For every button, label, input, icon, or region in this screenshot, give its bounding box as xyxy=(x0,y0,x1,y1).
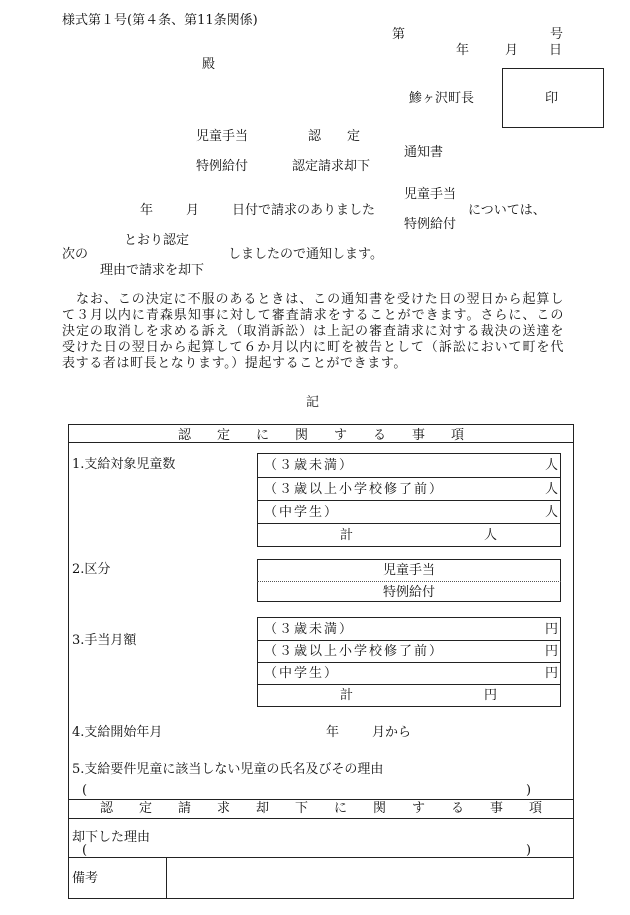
paren-close: ) xyxy=(526,843,532,858)
start-month-label: 月から xyxy=(372,725,412,740)
title-notice: 通知書 xyxy=(404,145,444,160)
body-approved-as: とおり認定 xyxy=(124,233,190,248)
category-special-benefit: 特例給付 xyxy=(382,585,435,600)
unit-person: 人 xyxy=(545,505,559,520)
title-special-benefit: 特例給付 xyxy=(196,159,249,174)
children-total-label: 計 xyxy=(340,528,354,543)
date-month-label: 月 xyxy=(505,43,519,58)
remarks-divider xyxy=(68,857,574,858)
body-date-month: 月 xyxy=(186,203,200,218)
appeal-notice-paragraph: なお、この決定に不服のあるときは、この通知書を受けた日の翌日から起算して３月以内に青森県知事に対して審査請求をすることができます。さらに、この決定の取消しを求める訴え（取消訴訟）は上記の審査請求に対する裁決の送達を受けた日の翌日から起算して６か月以内に町を被告として（訴訟において町を代表する者は町長となります。）提起することができます。 xyxy=(62,292,564,371)
category-divider xyxy=(257,581,561,582)
children-row-divider xyxy=(257,477,561,478)
children-row-divider xyxy=(257,500,561,501)
amount-under3-label: （３歳未満） xyxy=(264,622,355,637)
addressee-honorific: 殿 xyxy=(202,57,216,72)
amount-row-divider xyxy=(257,640,561,641)
unit-yen: 円 xyxy=(545,622,559,637)
unit-person: 人 xyxy=(484,528,498,543)
children-preschool-label: （３歳以上小学校修了前） xyxy=(264,482,445,497)
paren-open: ( xyxy=(82,783,88,798)
body-following: 次の xyxy=(62,247,89,262)
item-monthly-amount: 3.手当月額 xyxy=(72,633,137,648)
children-row-divider xyxy=(257,523,561,524)
section2-top-divider xyxy=(68,799,574,800)
remarks-column-divider xyxy=(166,857,167,899)
start-year-label: 年 xyxy=(326,725,340,740)
section-approval-header: 認 定 に 関 す る 事 項 xyxy=(177,428,464,443)
document-number-prefix: 第 xyxy=(392,27,406,42)
body-special-benefit: 特例給付 xyxy=(404,217,457,232)
paren-open: ( xyxy=(82,843,88,858)
unit-person: 人 xyxy=(545,458,559,473)
form-number-label: 様式第１号(第４条、第11条関係) xyxy=(62,13,258,28)
unit-yen: 円 xyxy=(545,666,559,681)
item-start-month: 4.支給開始年月 xyxy=(72,725,163,740)
section-header-divider xyxy=(68,442,574,443)
unit-person: 人 xyxy=(545,482,559,497)
seal-box xyxy=(502,68,604,128)
category-child-allowance: 児童手当 xyxy=(382,563,435,578)
body-child-allowance: 児童手当 xyxy=(404,187,457,202)
amount-row-divider xyxy=(257,684,561,685)
body-regarding: については、 xyxy=(468,203,546,218)
unit-yen: 円 xyxy=(484,688,498,703)
amount-total-label: 計 xyxy=(340,688,354,703)
children-under3-label: （３歳未満） xyxy=(264,458,355,473)
title-child-allowance: 児童手当 xyxy=(196,129,249,144)
rejection-reason-label: 却下した理由 xyxy=(72,830,151,845)
section2-header-divider xyxy=(68,818,574,819)
body-rejected-reason: 理由で請求を却下 xyxy=(100,263,205,278)
record-heading: 記 xyxy=(306,395,320,410)
issuer-mayor: 鯵ヶ沢町長 xyxy=(409,91,475,106)
amount-middle-school-label: （中学生） xyxy=(264,666,340,681)
body-notify-phrase: しましたので通知します。 xyxy=(228,247,383,262)
item-category: 2.区分 xyxy=(72,562,111,577)
body-date-year: 年 xyxy=(140,203,154,218)
seal-mark: 印 xyxy=(545,91,559,106)
date-day-label: 日 xyxy=(549,43,563,58)
title-approval: 認 定 xyxy=(308,129,361,144)
item-eligible-children: 1.支給対象児童数 xyxy=(72,457,176,472)
section-rejection-header: 認 定 請 求 却 下 に 関 す る 事 項 xyxy=(99,801,542,816)
unit-yen: 円 xyxy=(545,644,559,659)
remarks-label: 備考 xyxy=(72,871,99,886)
paren-close: ) xyxy=(526,783,532,798)
title-claim-rejection: 認定請求却下 xyxy=(292,159,371,174)
document-number-suffix: 号 xyxy=(550,27,564,42)
date-year-label: 年 xyxy=(456,43,470,58)
children-middle-school-label: （中学生） xyxy=(264,505,340,520)
body-date-phrase: 日付で請求のありました xyxy=(232,203,376,218)
amount-row-divider xyxy=(257,662,561,663)
item-ineligible-children: 5.支給要件児童に該当しない児童の氏名及びその理由 xyxy=(72,762,384,777)
amount-preschool-label: （３歳以上小学校修了前） xyxy=(264,644,445,659)
